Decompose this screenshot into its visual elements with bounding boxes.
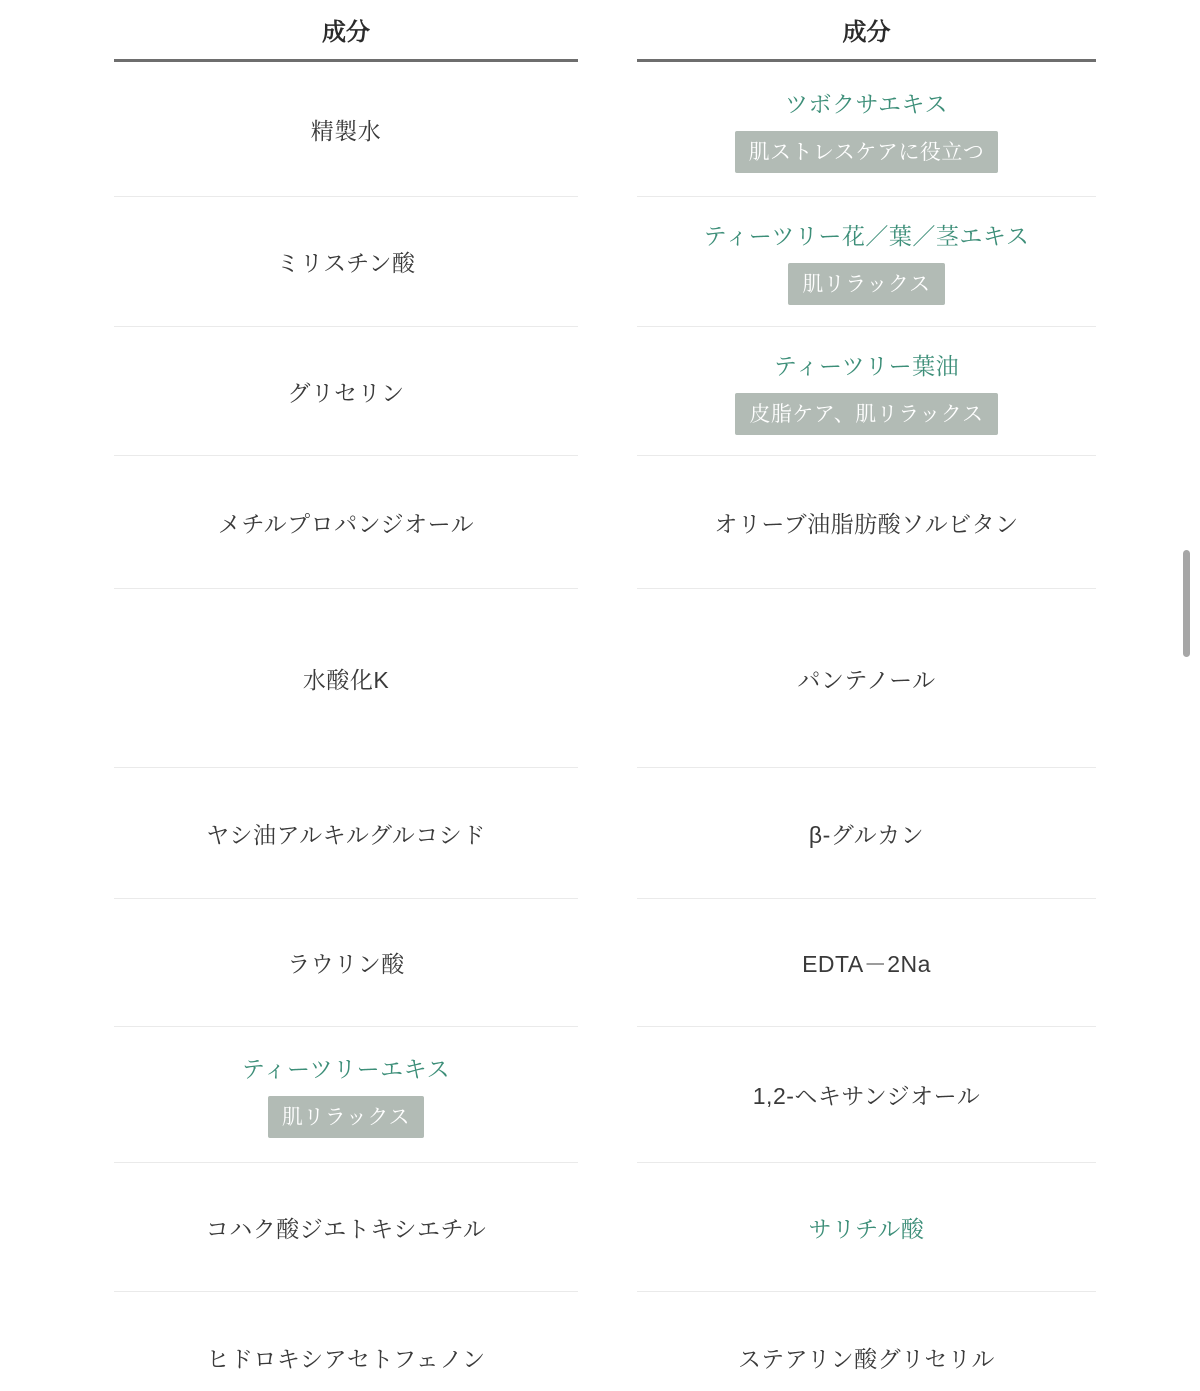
ingredient-row: [637, 1292, 1096, 1391]
ingredient-name-highlighted: サリチル酸: [808, 1215, 925, 1242]
ingredient-row: [114, 456, 578, 589]
ingredient-column-left: [114, 0, 578, 1391]
ingredient-name-highlighted: ティーツリー花／葉／茎エキス: [703, 223, 1030, 249]
benefit-badge: 肌リラックス: [788, 263, 944, 305]
ingredient-name: ヤシ油アルキルグルコシド: [206, 821, 486, 848]
ingredient-row: [114, 899, 578, 1027]
ingredient-name: メチルプロパンジオール: [217, 510, 475, 537]
ingredient-name: ラウリン酸: [287, 951, 405, 977]
ingredient-row: [114, 589, 578, 768]
ingredient-name-highlighted: ティーツリー葉油: [773, 352, 960, 379]
benefit-badge: 皮脂ケア、肌リラックス: [735, 393, 997, 435]
ingredient-name: EDTA－2Na: [802, 951, 931, 977]
ingredient-name: 1,2-ヘキサンジオール: [752, 1083, 981, 1109]
ingredient-row: [637, 768, 1096, 899]
ingredient-column-right: [637, 0, 1096, 1391]
ingredient-row: [114, 1027, 578, 1163]
column-header-ingredients: 成分: [637, 0, 1096, 62]
ingredient-row: [114, 1292, 578, 1391]
ingredient-name-highlighted: ツボクサエキス: [784, 90, 949, 117]
ingredient-row: [637, 197, 1096, 327]
scrollbar-thumb[interactable]: [1183, 550, 1190, 657]
ingredient-row: [637, 1027, 1096, 1163]
ingredient-row: [114, 768, 578, 899]
benefit-badge: 肌リラックス: [268, 1096, 424, 1138]
ingredient-row: [637, 456, 1096, 589]
ingredient-name: ステアリン酸グリセリル: [738, 1345, 995, 1372]
ingredient-row: [114, 197, 578, 327]
ingredient-name: ヒドロキシアセトフェノン: [206, 1345, 486, 1372]
ingredient-name: 水酸化K: [302, 666, 390, 693]
ingredient-row: [637, 327, 1096, 456]
ingredient-name: ミリスチン酸: [276, 250, 416, 276]
column-header-ingredients: 成分: [114, 0, 578, 62]
ingredient-name: β-グルカン: [808, 821, 925, 848]
ingredient-row: [637, 62, 1096, 197]
ingredient-name: オリーブ油脂肪酸ソルビタン: [714, 510, 1019, 537]
ingredient-row: [114, 62, 578, 197]
ingredient-row: [637, 589, 1096, 768]
ingredient-name: パンテノール: [797, 666, 936, 693]
ingredient-name: コハク酸ジエトキシエチル: [205, 1215, 487, 1242]
benefit-badge: 肌ストレスケアに役立つ: [735, 131, 999, 173]
ingredient-row: [637, 899, 1096, 1027]
ingredient-row: [637, 1163, 1096, 1292]
ingredient-name: グリセリン: [287, 379, 405, 406]
ingredient-row: [114, 1163, 578, 1292]
ingredient-name: 精製水: [310, 117, 382, 144]
ingredient-name-highlighted: ティーツリーエキス: [241, 1056, 451, 1082]
ingredient-row: [114, 327, 578, 456]
